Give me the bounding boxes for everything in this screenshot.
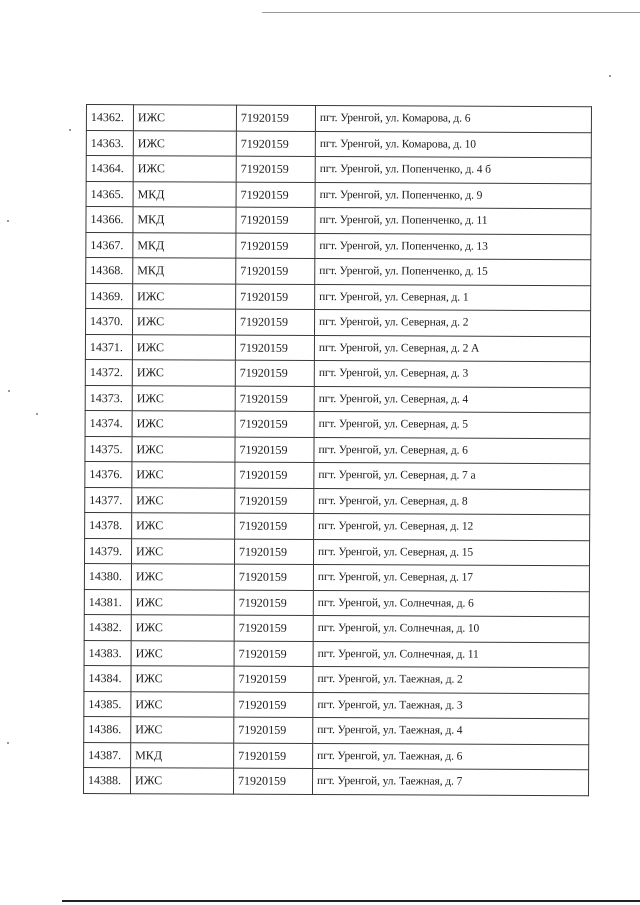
row-number-cell: 14375. xyxy=(85,436,132,462)
scan-speck xyxy=(8,390,10,392)
housing-type-cell: ИЖС xyxy=(131,717,234,743)
housing-type-cell: ИЖС xyxy=(131,615,234,641)
address-cell: пгт. Уренгой, ул. Северная, д. 17 xyxy=(313,564,589,591)
oktmo-code-cell: 71920159 xyxy=(236,233,315,259)
table-row xyxy=(84,691,589,719)
row-number-cell: 14365. xyxy=(86,181,133,207)
table-row xyxy=(85,410,590,438)
housing-type-cell: ИЖС xyxy=(131,691,234,717)
address-cell: пгт. Уренгой, ул. Северная, д. 8 xyxy=(314,488,590,515)
housing-type-cell: ИЖС xyxy=(131,640,234,666)
address-cell: пгт. Уренгой, ул. Северная, д. 6 xyxy=(314,437,590,464)
oktmo-code-cell: 71920159 xyxy=(234,539,313,565)
row-number-cell: 14374. xyxy=(85,410,132,436)
table-row xyxy=(85,334,590,362)
row-number-cell: 14368. xyxy=(86,258,133,284)
table-row xyxy=(86,105,591,133)
housing-type-cell: ИЖС xyxy=(132,513,235,539)
row-number-cell: 14362. xyxy=(86,105,133,131)
row-number-cell: 14376. xyxy=(85,461,132,487)
oktmo-code-cell: 71920159 xyxy=(235,488,314,514)
table-row xyxy=(84,742,589,770)
housing-type-cell: ИЖС xyxy=(132,309,235,335)
row-number-cell: 14377. xyxy=(85,487,132,513)
housing-type-cell: МКД xyxy=(133,232,236,258)
housing-type-cell: ИЖС xyxy=(132,360,235,386)
row-number-cell: 14385. xyxy=(84,691,131,717)
oktmo-code-cell: 71920159 xyxy=(233,768,312,794)
address-cell: пгт. Уренгой, ул. Северная, д. 3 xyxy=(314,360,590,387)
address-cell: пгт. Уренгой, ул. Попенченко, д. 13 xyxy=(315,233,591,260)
table-row xyxy=(86,283,591,311)
oktmo-code-cell: 71920159 xyxy=(236,131,315,157)
housing-type-cell: ИЖС xyxy=(133,283,236,309)
housing-type-cell: ИЖС xyxy=(131,666,234,692)
scan-speck xyxy=(69,129,71,131)
oktmo-code-cell: 71920159 xyxy=(234,641,313,667)
oktmo-code-cell: 71920159 xyxy=(236,258,315,284)
oktmo-code-cell: 71920159 xyxy=(235,386,314,412)
table-row xyxy=(85,512,590,540)
address-cell: пгт. Уренгой, ул. Таежная, д. 2 xyxy=(313,666,589,693)
scan-speck xyxy=(36,413,38,415)
housing-type-cell: ИЖС xyxy=(132,462,235,488)
row-number-cell: 14367. xyxy=(86,232,133,258)
housing-register-table xyxy=(83,104,592,796)
table-row xyxy=(86,156,591,184)
housing-type-cell: ИЖС xyxy=(133,130,236,156)
oktmo-code-cell: 71920159 xyxy=(235,462,314,488)
register-table-body xyxy=(83,105,591,796)
row-number-cell: 14364. xyxy=(86,156,133,182)
housing-type-cell: МКД xyxy=(133,258,236,284)
table-row xyxy=(83,767,588,795)
oktmo-code-cell: 71920159 xyxy=(235,513,314,539)
row-number-cell: 14372. xyxy=(85,359,132,385)
row-number-cell: 14369. xyxy=(86,283,133,309)
scan-bottom-rule xyxy=(62,900,640,902)
housing-type-cell: ИЖС xyxy=(132,385,235,411)
row-number-cell: 14387. xyxy=(84,742,131,768)
housing-type-cell: МКД xyxy=(131,742,234,768)
oktmo-code-cell: 71920159 xyxy=(236,105,315,131)
oktmo-code-cell: 71920159 xyxy=(236,207,315,233)
address-cell: пгт. Уренгой, ул. Северная, д. 4 xyxy=(314,386,590,413)
address-cell: пгт. Уренгой, ул. Таежная, д. 7 xyxy=(312,768,588,795)
housing-type-cell: МКД xyxy=(133,207,236,233)
oktmo-code-cell: 71920159 xyxy=(234,615,313,641)
housing-type-cell: ИЖС xyxy=(132,411,235,437)
oktmo-code-cell: 71920159 xyxy=(234,590,313,616)
address-cell: пгт. Уренгой, ул. Солнечная, д. 11 xyxy=(313,641,589,668)
table-row xyxy=(86,258,591,286)
address-cell: пгт. Уренгой, ул. Комарова, д. 6 xyxy=(315,106,591,133)
table-row xyxy=(84,614,589,642)
row-number-cell: 14383. xyxy=(84,640,131,666)
housing-type-cell: ИЖС xyxy=(132,487,235,513)
oktmo-code-cell: 71920159 xyxy=(235,360,314,386)
address-cell: пгт. Уренгой, ул. Солнечная, д. 6 xyxy=(313,590,589,617)
oktmo-code-cell: 71920159 xyxy=(235,411,314,437)
housing-type-cell: ИЖС xyxy=(130,768,233,794)
oktmo-code-cell: 71920159 xyxy=(235,437,314,463)
housing-type-cell: ИЖС xyxy=(132,334,235,360)
oktmo-code-cell: 71920159 xyxy=(234,717,313,743)
table-row xyxy=(86,130,591,158)
table-row xyxy=(85,436,590,464)
table-row xyxy=(84,589,589,617)
housing-type-cell: ИЖС xyxy=(131,538,234,564)
scan-speck xyxy=(609,75,611,77)
row-number-cell: 14386. xyxy=(84,716,131,742)
address-cell: пгт. Уренгой, ул. Северная, д. 7 а xyxy=(314,462,590,489)
address-cell: пгт. Уренгой, ул. Попенченко, д. 15 xyxy=(315,258,591,285)
oktmo-code-cell: 71920159 xyxy=(234,666,313,692)
row-number-cell: 14366. xyxy=(86,207,133,233)
row-number-cell: 14384. xyxy=(84,665,131,691)
table-row xyxy=(85,487,590,515)
address-cell: пгт. Уренгой, ул. Попенченко, д. 4 б xyxy=(315,157,591,184)
row-number-cell: 14379. xyxy=(84,538,131,564)
housing-type-cell: ИЖС xyxy=(133,105,236,131)
address-cell: пгт. Уренгой, ул. Северная, д. 1 xyxy=(315,284,591,311)
oktmo-code-cell: 71920159 xyxy=(235,309,314,335)
table-row xyxy=(85,385,590,413)
housing-type-cell: ИЖС xyxy=(131,589,234,615)
row-number-cell: 14381. xyxy=(84,589,131,615)
address-cell: пгт. Уренгой, ул. Северная, д. 5 xyxy=(314,411,590,438)
housing-type-cell: МКД xyxy=(133,181,236,207)
table-row xyxy=(84,538,589,566)
table-row xyxy=(85,461,590,489)
table-row xyxy=(84,665,589,693)
row-number-cell: 14380. xyxy=(84,563,131,589)
housing-type-cell: ИЖС xyxy=(133,156,236,182)
oktmo-code-cell: 71920159 xyxy=(234,692,313,718)
table-row xyxy=(86,181,591,209)
address-cell: пгт. Уренгой, ул. Таежная, д. 3 xyxy=(313,692,589,719)
address-cell: пгт. Уренгой, ул. Северная, д. 2 xyxy=(314,309,590,336)
scan-top-rule xyxy=(262,12,640,13)
scan-speck xyxy=(7,220,9,222)
table-row xyxy=(85,309,590,337)
row-number-cell: 14373. xyxy=(85,385,132,411)
address-cell: пгт. Уренгой, ул. Попенченко, д. 11 xyxy=(315,208,591,235)
address-cell: пгт. Уренгой, ул. Северная, д. 2 А xyxy=(314,335,590,362)
row-number-cell: 14378. xyxy=(85,512,132,538)
address-cell: пгт. Уренгой, ул. Северная, д. 15 xyxy=(313,539,589,566)
address-cell: пгт. Уренгой, ул. Комарова, д. 10 xyxy=(315,131,591,158)
housing-type-cell: ИЖС xyxy=(131,564,234,590)
address-cell: пгт. Уренгой, ул. Таежная, д. 4 xyxy=(313,717,589,744)
address-cell: пгт. Уренгой, ул. Солнечная, д. 10 xyxy=(313,615,589,642)
table-row xyxy=(86,232,591,260)
address-cell: пгт. Уренгой, ул. Таежная, д. 6 xyxy=(313,743,589,770)
table-row xyxy=(84,716,589,744)
row-number-cell: 14382. xyxy=(84,614,131,640)
address-cell: пгт. Уренгой, ул. Попенченко, д. 9 xyxy=(315,182,591,209)
table-row xyxy=(84,563,589,591)
housing-type-cell: ИЖС xyxy=(132,436,235,462)
address-cell: пгт. Уренгой, ул. Северная, д. 12 xyxy=(314,513,590,540)
oktmo-code-cell: 71920159 xyxy=(236,156,315,182)
oktmo-code-cell: 71920159 xyxy=(235,335,314,361)
oktmo-code-cell: 71920159 xyxy=(234,743,313,769)
table-row xyxy=(84,640,589,668)
row-number-cell: 14388. xyxy=(83,767,130,793)
table-row xyxy=(85,359,590,387)
scan-speck xyxy=(7,742,9,744)
row-number-cell: 14370. xyxy=(85,309,132,335)
oktmo-code-cell: 71920159 xyxy=(236,182,315,208)
row-number-cell: 14371. xyxy=(85,334,132,360)
row-number-cell: 14363. xyxy=(86,130,133,156)
oktmo-code-cell: 71920159 xyxy=(236,284,315,310)
oktmo-code-cell: 71920159 xyxy=(234,564,313,590)
table-row xyxy=(86,207,591,235)
